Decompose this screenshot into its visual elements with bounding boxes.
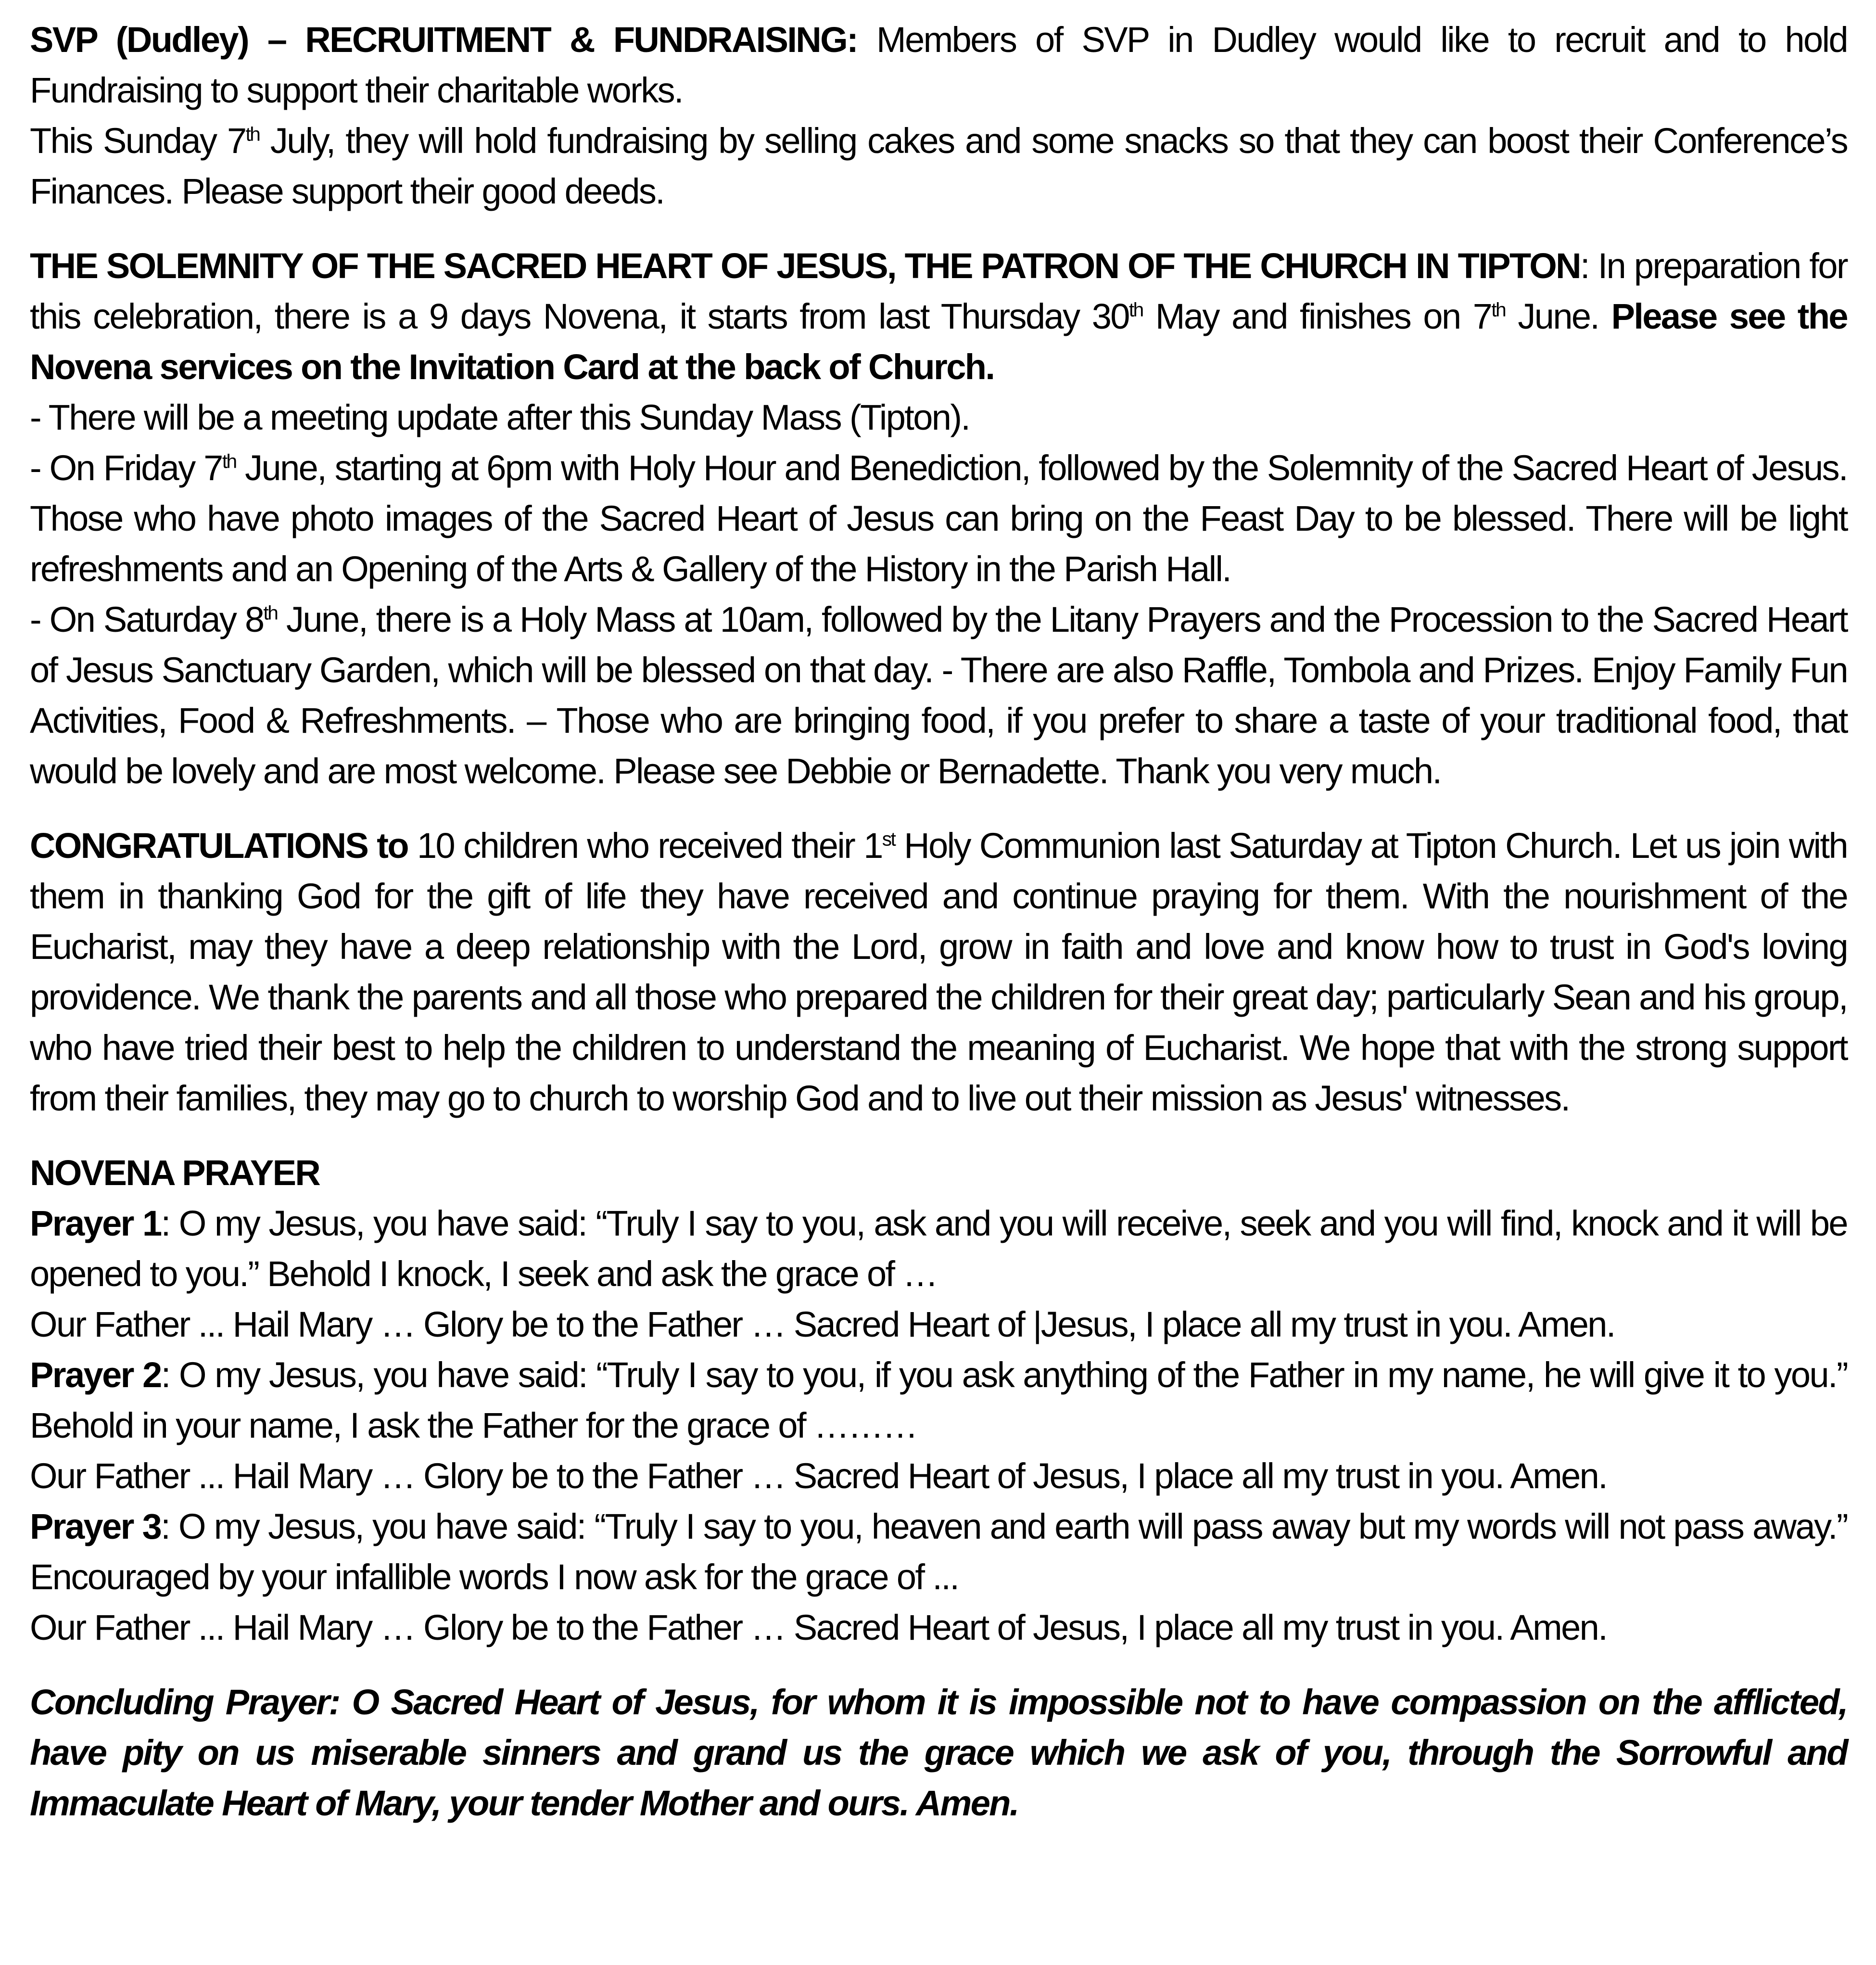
solemnity-intro-text: May and finishes on 7 [1142, 296, 1492, 336]
congratulations-heading: CONGRATULATIONS to [30, 826, 408, 866]
solemnity-section [30, 241, 1847, 796]
superscript: th [245, 123, 260, 145]
friday-text: - On Friday 7 [30, 448, 222, 488]
solemnity-heading: THE SOLEMNITY OF THE SACRED HEART OF JESUS, THE PATRON OF THE CHURCH IN TIPTON [30, 246, 1581, 286]
prayer-1-closing: Our Father ... Hail Mary … Glory be to the Father … Sacred Heart of |Jesus, I place all my trust in you. Amen. [30, 1304, 1615, 1344]
congratulations-section [30, 820, 1847, 1123]
concluding-prayer: Concluding Prayer: O Sacred Heart of Jesus, for whom it is impossible not to have compassion on the afflicted, have pity on us miserable sinners and grand us the grace which we ask of you, through the Sorrowful and Immaculate Heart of Mary, your tender Mother and ours. Amen. [30, 1682, 1847, 1823]
superscript: th [1491, 298, 1506, 321]
meeting-update-line: - There will be a meeting update after this Sunday Mass (Tipton). [30, 397, 970, 437]
superscript: st [882, 828, 895, 850]
svp-paragraph [30, 14, 1847, 115]
prayer-1-label: Prayer 1 [30, 1203, 161, 1243]
prayer-2-label: Prayer 2 [30, 1355, 161, 1395]
prayer-2-closing: Our Father ... Hail Mary … Glory be to the Father … Sacred Heart of Jesus, I place all my trust in you. Amen. [30, 1456, 1607, 1496]
prayer-2-paragraph [30, 1350, 1847, 1451]
congratulations-text: Holy Communion last Saturday at Tipton Church. Let us join with them in thanking God for the gift of life they have received and continue praying for them. With the nourishment of the Eucharist, may they have a deep relationship with the Lord, grow in faith and love and know how to trust in God's loving providence. We thank the parents and all those who prepared the children for their great day; particularly Sean and his group, who have tried their best to help the children to understand the meaning of Eucharist. We hope that with the strong support from their families, they may go to church to worship God and to live out their mission as Jesus' witnesses. [30, 826, 1848, 1118]
novena-heading: NOVENA PRAYER [30, 1153, 320, 1193]
superscript: th [1128, 298, 1143, 321]
novena-section [30, 1148, 1847, 1653]
saturday-text: - On Saturday 8 [30, 600, 264, 639]
congratulations-paragraph [30, 820, 1847, 1123]
svp-heading: SVP (Dudley) – RECRUITMENT & FUNDRAISING: [30, 20, 858, 60]
congratulations-text: 10 children who received their 1 [407, 826, 882, 866]
superscript: th [222, 450, 236, 472]
saturday-paragraph [30, 594, 1847, 796]
concluding-section [30, 1677, 1847, 1828]
saturday-text: June, there is a Holy Mass at 10am, followed by the Litany Prayers and the Procession to the Sacred Heart of Jesus Sanctuary Garden, which will be blessed on that day. - There are also Raffle, Tombola and Prizes. Enjoy Family Fun Activities, Food & Refreshments. – Those who are bringing food, if you prefer to share a taste of your traditional food, that would be lovely and are most welcome. Please see Debbie or Bernadette. Thank you very much. [30, 600, 1848, 791]
friday-text: June, starting at 6pm with Holy Hour and Benediction, followed by the Solemnity of the Sacred Heart of Jesus. Those who have photo images of the Sacred Heart of Jesus can bring on the Feast Day to be blessed. There will be light refreshments and an Opening of the Arts & Gallery of the History in the Parish Hall. [30, 448, 1847, 589]
prayer-2-text: : O my Jesus, you have said: “Truly I say to you, if you ask anything of the Father in my name, he will give it to you.” Behold in your name, I ask the Father for the grace of ……… [30, 1355, 1847, 1445]
solemnity-intro-text: : In preparation for this celebration, there is a 9 days Novena, it starts from last Thursday 30 [30, 246, 1847, 336]
prayer-3-label: Prayer 3 [30, 1506, 161, 1546]
prayer-1-text: : O my Jesus, you have said: “Truly I say to you, ask and you will receive, seek and you will find, knock and it will be opened to you.” Behold I knock, I seek and ask the grace of … [30, 1203, 1847, 1294]
prayer-3-text: : O my Jesus, you have said: “Truly I say to you, heaven and earth will pass away but my words will not pass away.” Encouraged by your infallible words I now ask for the grace of ... [30, 1506, 1847, 1597]
svp-date-text: This Sunday 7 [30, 121, 246, 161]
friday-paragraph [30, 443, 1847, 594]
svp-intro: Members of SVP in Dudley would like to recruit and to hold Fundraising to support their charitable works. [30, 20, 1848, 110]
svp-fundraising-paragraph [30, 115, 1847, 217]
prayer-3-closing: Our Father ... Hail Mary … Glory be to the Father … Sacred Heart of Jesus, I place all my trust in you. Amen. [30, 1608, 1607, 1647]
superscript: th [263, 601, 278, 624]
prayer-3-paragraph [30, 1501, 1847, 1602]
prayer-1-paragraph [30, 1198, 1847, 1299]
svp-fundraising-text: July, they will hold fundraising by selling cakes and some snacks so that they can boost their Conference’s Finances. Please support their good deeds. [30, 121, 1847, 211]
solemnity-intro-paragraph [30, 241, 1847, 392]
svp-section [30, 14, 1847, 217]
solemnity-intro-text: June. [1505, 296, 1611, 336]
novena-services-note: Please see the Novena services on the Invitation Card at the back of Church. [30, 296, 1847, 387]
